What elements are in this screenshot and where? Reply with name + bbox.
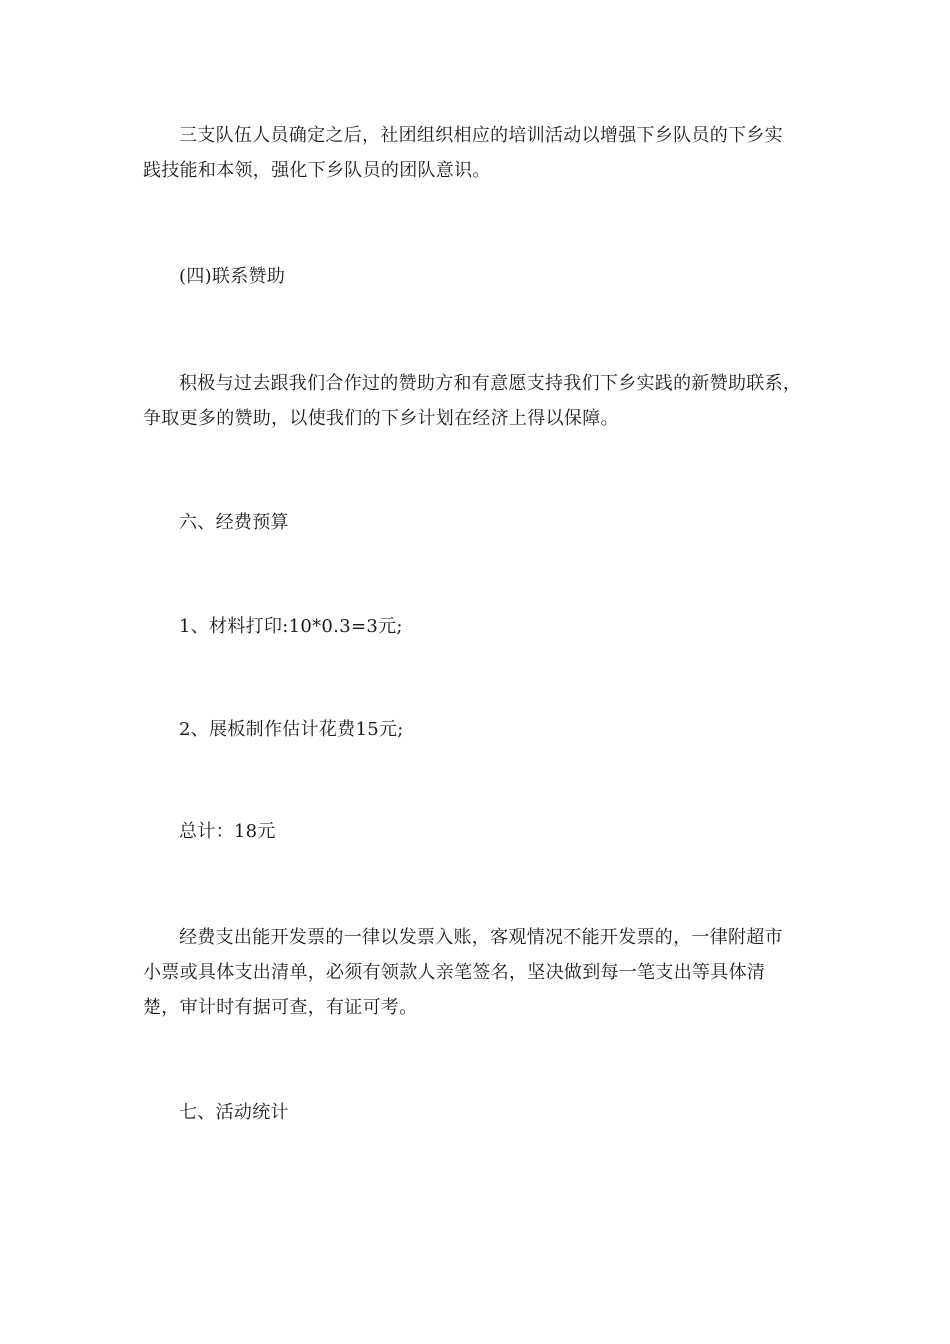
budget-total xyxy=(143,814,813,849)
paragraph-sponsorship xyxy=(143,366,813,436)
text-line: 经费支出能开发票的一律以发票入账，客观情况不能开发票的，一律附超市 xyxy=(179,927,783,948)
text-line: 小票或具体支出清单，必须有领款人亲笔签名，坚决做到每一笔支出等具体清 xyxy=(143,962,766,983)
section-heading-sponsorship xyxy=(143,259,813,294)
text-line: 2、展板制作估计花费15元; xyxy=(179,719,404,740)
section-heading-statistics xyxy=(143,1095,813,1130)
heading-text: 六、经费预算 xyxy=(179,512,289,533)
paragraph-training xyxy=(143,118,813,188)
heading-text: (四)联系赞助 xyxy=(179,266,286,287)
budget-item-display-board xyxy=(143,712,813,747)
text-line: 践技能和本领，强化下乡队员的团队意识。 xyxy=(143,160,491,181)
text-line: 争取更多的赞助，以使我们的下乡计划在经济上得以保障。 xyxy=(143,408,619,429)
text-line: 积极与过去跟我们合作过的赞助方和有意愿支持我们下乡实践的新赞助联系， xyxy=(179,373,802,394)
text-line: 三支队伍人员确定之后，社团组织相应的培训活动以增强下乡队员的下乡实 xyxy=(179,125,783,146)
heading-text: 七、活动统计 xyxy=(179,1102,289,1123)
text-line: 1、材料打印:10*0.3=3元; xyxy=(179,616,403,637)
text-line: 总计：18元 xyxy=(179,821,276,842)
paragraph-expense-rules xyxy=(143,920,813,1025)
budget-item-printing xyxy=(143,609,813,644)
section-heading-budget xyxy=(143,505,813,540)
text-line: 楚，审计时有据可查，有证可考。 xyxy=(143,997,418,1018)
